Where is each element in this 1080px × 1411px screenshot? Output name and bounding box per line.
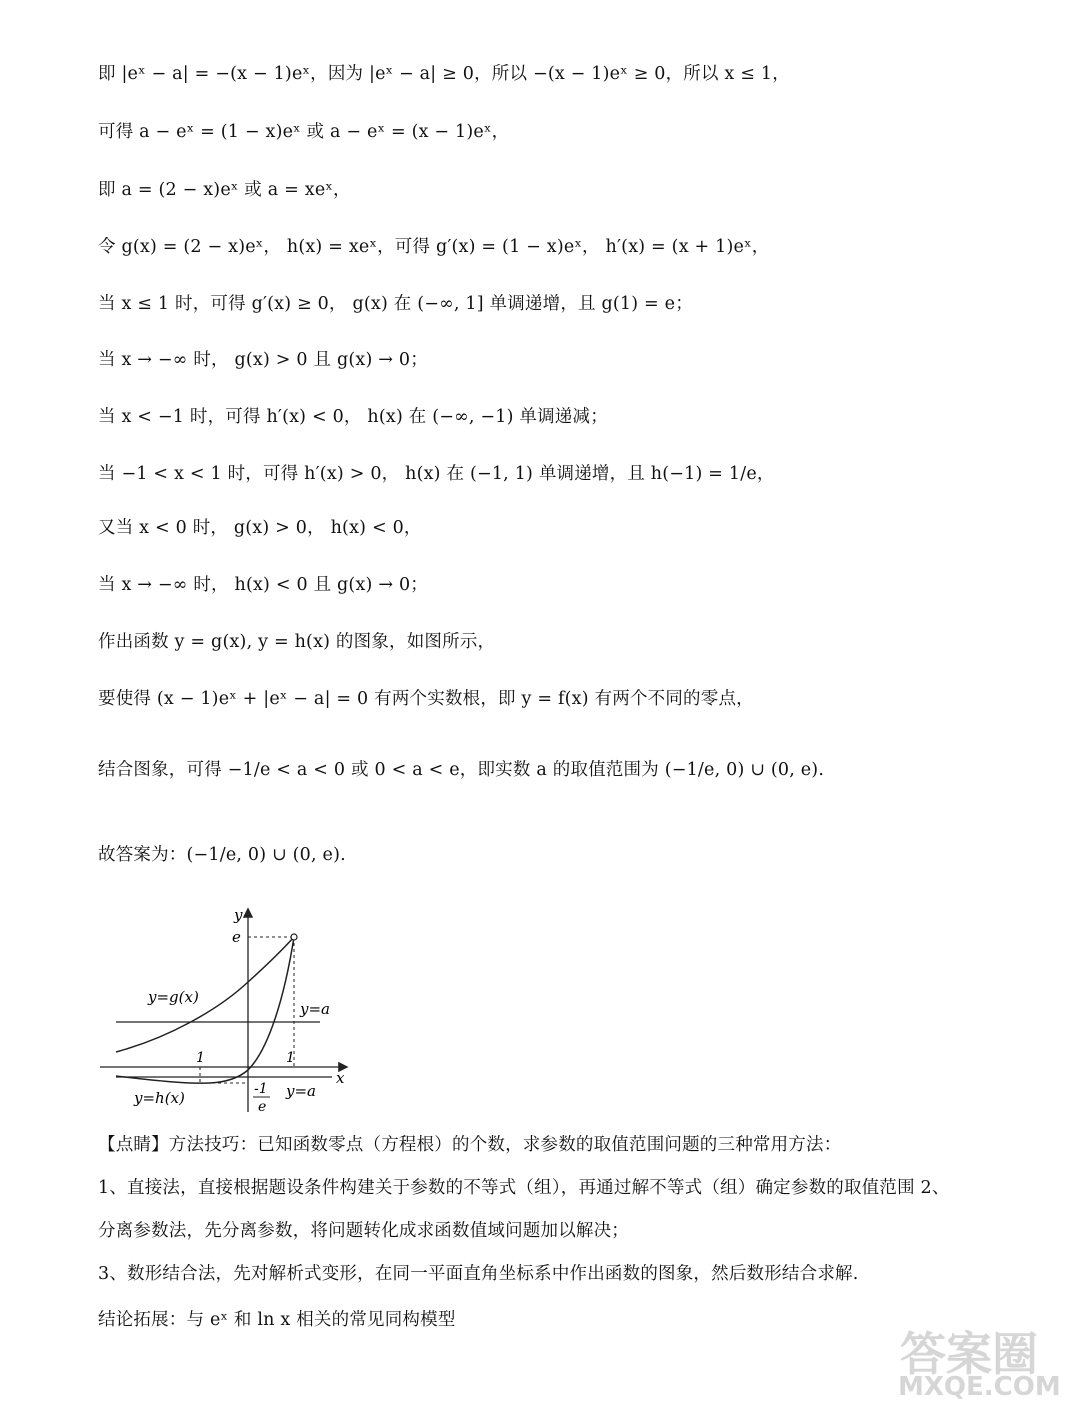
curve-h: [116, 937, 294, 1083]
text-line-11: 作出函数 y = g(x), y = h(x) 的图象，如图所示，: [98, 632, 496, 652]
label-y-a-lower: y=a: [286, 1082, 316, 1100]
tick-label-neg-inv-e-num: -1: [254, 1081, 268, 1097]
y-axis-label: y: [234, 906, 243, 924]
tick-label-e: e: [232, 928, 241, 946]
text-line-17: 分离参数法，先分离参数，将问题转化成求函数值域问题加以解决；: [98, 1221, 629, 1241]
text-line-7: 当 x < −1 时，可得 h′(x) < 0， h(x) 在 (−∞, −1) 单调递减；: [98, 407, 608, 427]
text-line-2: 可得 a − eˣ = (1 − x)eˣ 或 a − eˣ = (x − 1)eˣ，: [98, 122, 510, 142]
x-axis-label: x: [336, 1069, 345, 1087]
watermark-logo: 答案圈: [900, 1327, 1038, 1381]
label-h: y=h(x): [134, 1089, 185, 1107]
text-line-16: 1、直接法，直接根据题设条件构建关于参数的不等式（组），再通过解不等式（组）确定参数的取值范围 2、: [98, 1178, 950, 1198]
text-line-4: 令 g(x) = (2 − x)eˣ， h(x) = xeˣ，可得 g′(x) = (1 − x)eˣ， h′(x) = (x + 1)eˣ，: [98, 237, 770, 257]
text-line-18: 3、数形结合法，先对解析式变形，在同一平面直角坐标系中作出函数的图象，然后数形结合求解.: [98, 1264, 859, 1284]
text-line-9: 又当 x < 0 时， g(x) > 0， h(x) < 0，: [98, 518, 422, 538]
text-line-6: 当 x → −∞ 时， g(x) > 0 且 g(x) → 0；: [98, 350, 428, 370]
label-g: y=g(x): [148, 988, 199, 1006]
tick-label-1-left: 1: [196, 1050, 205, 1066]
text-line-19: 结论拓展：与 eˣ 和 ln x 相关的常见同构模型: [98, 1310, 456, 1330]
text-line-14: 故答案为：(−1/e, 0) ∪ (0, e).: [98, 845, 346, 865]
open-point: [291, 934, 297, 940]
text-line-15: 【点睛】方法技巧：已知函数零点（方程根）的个数，求参数的取值范围问题的三种常用方法：: [98, 1135, 842, 1155]
label-y-a-upper: y=a: [300, 1000, 330, 1018]
tick-label-1-right: 1: [286, 1050, 295, 1066]
curve-g: [116, 937, 294, 1052]
text-line-12: 要使得 (x − 1)eˣ + |eˣ − a| = 0 有两个实数根，即 y = f(x) 有两个不同的零点，: [98, 689, 754, 709]
text-line-8: 当 −1 < x < 1 时，可得 h′(x) > 0， h(x) 在 (−1, 1) 单调递增，且 h(−1) = 1/e，: [98, 464, 775, 484]
function-graph-figure: [98, 900, 358, 1120]
tick-label-neg-inv-e-den: e: [258, 1099, 267, 1115]
text-line-13: 结合图象，可得 −1/e < a < 0 或 0 < a < e，即实数 a 的取值范围为 (−1/e, 0) ∪ (0, e).: [98, 760, 825, 780]
text-line-5: 当 x ≤ 1 时，可得 g′(x) ≥ 0， g(x) 在 (−∞, 1] 单调递增，且 g(1) = e；: [98, 294, 693, 314]
text-line-3: 即 a = (2 − x)eˣ 或 a = xeˣ，: [98, 180, 351, 200]
text-line-1: 即 |eˣ − a| = −(x − 1)eˣ，因为 |eˣ − a| ≥ 0，所以 −(x − 1)eˣ ≥ 0，所以 x ≤ 1，: [98, 64, 790, 84]
watermark-site: MXQE.COM: [898, 1372, 1061, 1402]
text-line-10: 当 x → −∞ 时， h(x) < 0 且 g(x) → 0；: [98, 575, 428, 595]
